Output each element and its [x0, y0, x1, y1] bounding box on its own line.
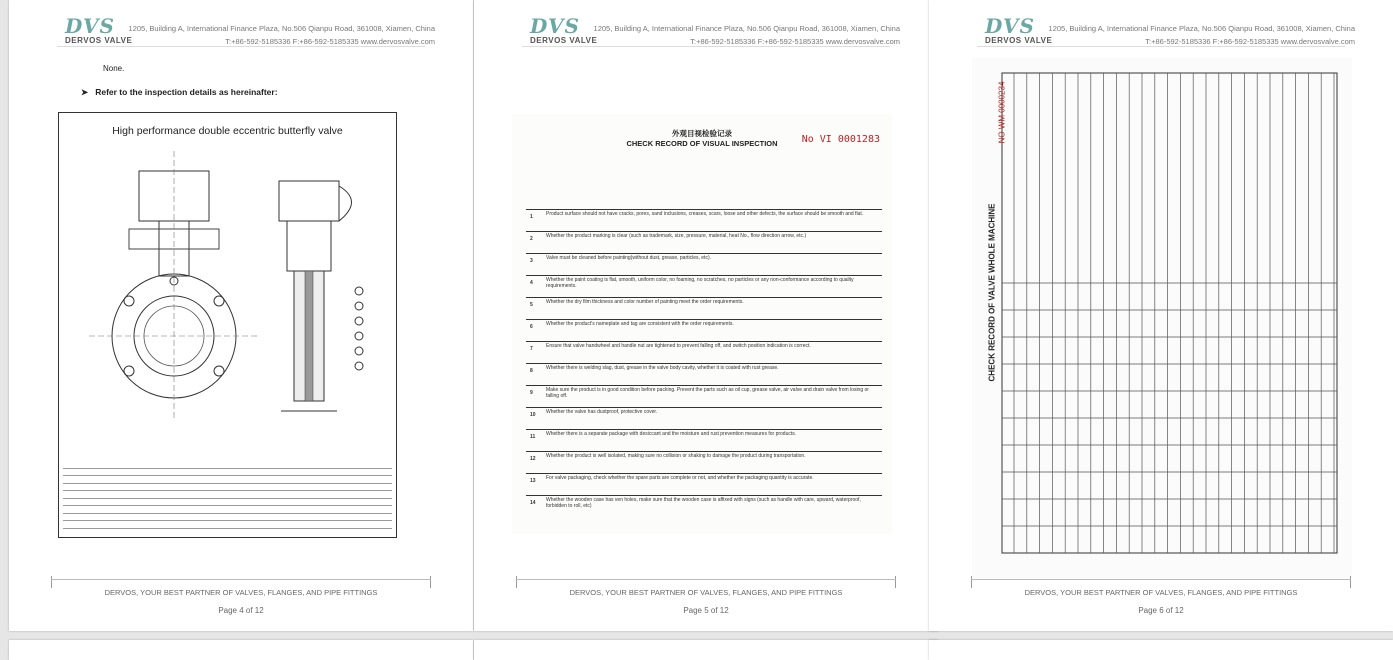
inspection-row-text: Ensure that valve handwheel and handle nut are tightened to prevent falling off, and switch position indication is correct.	[546, 343, 811, 349]
inspection-row	[526, 385, 882, 407]
page-number: Page 6 of 12	[1138, 606, 1184, 615]
inspection-row-text: Whether the wooden case has ven holes, make sure that the wooden case is affixed with signs (such as handle with care, upward, waterproof, forbidden to roll, etc)	[546, 497, 861, 509]
inspection-row-number: 13	[530, 478, 536, 484]
inspection-row-number: 2	[530, 236, 533, 242]
drawing-title: High performance double eccentric butterfly valve	[112, 125, 343, 137]
footer-divider	[971, 579, 1351, 580]
header-divider	[522, 46, 890, 47]
inspection-row-number: 9	[530, 390, 533, 396]
logo-mark: DVS	[530, 14, 580, 38]
drawing-parts-table	[63, 461, 392, 529]
inspection-row	[526, 429, 882, 451]
inspection-row	[526, 319, 882, 341]
footer-tagline: DERVOS, YOUR BEST PARTNER OF VALVES, FLANGES, AND PIPE FITTINGS	[104, 588, 378, 597]
header-address: 1205, Building A, International Finance Plaza, No.506 Qianpu Road, 361008, Xiamen, China	[128, 24, 435, 33]
logo-mark: DVS	[65, 14, 115, 38]
inspection-row-number: 7	[530, 346, 533, 352]
inspection-row-text: Whether there is a separate package with desiccant and the moisture and rust prevention measures for products.	[546, 431, 797, 437]
inspection-row-text: For valve packaging, check whether the spare parts are complete or not, and whether the packaging quantity is accurate.	[546, 475, 814, 481]
header-address: 1205, Building A, International Finance Plaza, No.506 Qianpu Road, 361008, Xiamen, China	[1048, 24, 1355, 33]
inspection-row-text: Whether the product is well isolated, making sure no collision or shaking to damage the product during transportation.	[546, 453, 806, 459]
whole-machine-record-scan	[972, 58, 1352, 578]
inspection-row-number: 12	[530, 456, 536, 462]
logo-subtitle: DERVOS VALVE	[985, 36, 1053, 45]
inspection-row-number: 4	[530, 280, 533, 286]
inspection-row-text: Whether there is welding slag, dust, grease in the valve body cavity, whether it is coated with rust grease.	[546, 365, 779, 371]
footer-tagline: DERVOS, YOUR BEST PARTNER OF VALVES, FLANGES, AND PIPE FITTINGS	[569, 588, 843, 597]
inspection-row-number: 8	[530, 368, 533, 374]
inspection-row-text: Whether the valve has dustproof, protective cover.	[546, 409, 658, 415]
record-grid	[972, 58, 1352, 578]
inspection-row	[526, 275, 882, 297]
next-page-stub	[9, 640, 473, 660]
inspection-row	[526, 231, 882, 253]
inspection-row-text: Make sure the product is in good condition before packing. Prevent the parts such as oil cup, grease valve, air valve and drain valve from losing or falling off.	[546, 387, 869, 399]
next-page-stub	[929, 640, 1393, 660]
header-contact: T:+86-592-5185336 F:+86-592-5185335 www.dervosvalve.com	[225, 37, 435, 46]
inspection-row-text: Whether the product's nameplate and tag are consistent with the order requirements.	[546, 321, 734, 327]
record-number: NO WM 0000234	[997, 81, 1007, 144]
inspection-row-number: 1	[530, 214, 533, 220]
none-text: None.	[103, 64, 125, 73]
document-page-6	[929, 0, 1393, 631]
header-contact: T:+86-592-5185336 F:+86-592-5185335 www.dervosvalve.com	[1145, 37, 1355, 46]
header-divider	[57, 46, 425, 47]
visual-inspection-scan	[512, 114, 892, 534]
scan-title-cn: 外观目视检验记录	[672, 129, 732, 138]
inspection-row	[526, 209, 882, 231]
scan-title-en: CHECK RECORD OF VISUAL INSPECTION	[626, 139, 778, 148]
page-header	[594, 22, 900, 48]
inspection-row-text: Whether the product marking is clear (such as trademark, size, pressure, material, heat No., flow direction arrow, etc.)	[546, 233, 807, 239]
inspection-row-text: Whether the dry film thickness and color number of painting meet the order requirements.	[546, 299, 744, 305]
next-page-stub	[474, 640, 938, 660]
page-header	[129, 22, 435, 48]
header-divider	[977, 46, 1345, 47]
inspection-row-number: 14	[530, 500, 536, 506]
header-address: 1205, Building A, International Finance Plaza, No.506 Qianpu Road, 361008, Xiamen, China	[593, 24, 900, 33]
reference-text: ➤ Refer to the inspection details as hereinafter:	[81, 87, 278, 97]
reference-label: Refer to the inspection details as hereinafter:	[95, 87, 278, 97]
document-page-4	[9, 0, 473, 631]
inspection-row	[526, 341, 882, 363]
scan-serial-number: No VI 0001283	[801, 134, 880, 145]
record-title: CHECK RECORD OF VALVE WHOLE MACHINE	[987, 203, 997, 382]
inspection-row-number: 5	[530, 302, 533, 308]
inspection-row	[526, 451, 882, 473]
header-contact: T:+86-592-5185336 F:+86-592-5185335 www.dervosvalve.com	[690, 37, 900, 46]
inspection-row	[526, 253, 882, 275]
logo-subtitle: DERVOS VALVE	[65, 36, 133, 45]
inspection-row-text: Product surface should not have cracks, pores, sand inclusions, creases, scars, loose and other defects, the surface should be smooth and flat.	[546, 211, 864, 217]
footer-divider	[51, 579, 431, 580]
logo-mark: DVS	[985, 14, 1035, 38]
inspection-row	[526, 297, 882, 319]
inspection-row	[526, 473, 882, 495]
page-number: Page 4 of 12	[218, 606, 264, 615]
inspection-row-number: 11	[530, 434, 536, 440]
page-header	[1049, 22, 1355, 48]
inspection-row-number: 6	[530, 324, 533, 330]
inspection-row-text: Valve must be cleaned before painting(without dust, grease, particles, etc).	[546, 255, 711, 261]
page-number: Page 5 of 12	[683, 606, 729, 615]
inspection-row	[526, 407, 882, 429]
valve-drawing	[58, 112, 397, 538]
footer-divider	[516, 579, 896, 580]
inspection-row	[526, 495, 882, 517]
inspection-row-number: 3	[530, 258, 533, 264]
document-page-5	[474, 0, 938, 631]
footer-tagline: DERVOS, YOUR BEST PARTNER OF VALVES, FLANGES, AND PIPE FITTINGS	[1024, 588, 1298, 597]
logo-subtitle: DERVOS VALVE	[530, 36, 598, 45]
inspection-row-text: Whether the paint coating is flat, smooth, uniform color, no foaming, no scratches, no particles or any non-conformance according to quality requirements.	[546, 277, 854, 289]
valve-drawing-illustration	[59, 141, 395, 441]
inspection-row	[526, 363, 882, 385]
inspection-row-number: 10	[530, 412, 536, 418]
